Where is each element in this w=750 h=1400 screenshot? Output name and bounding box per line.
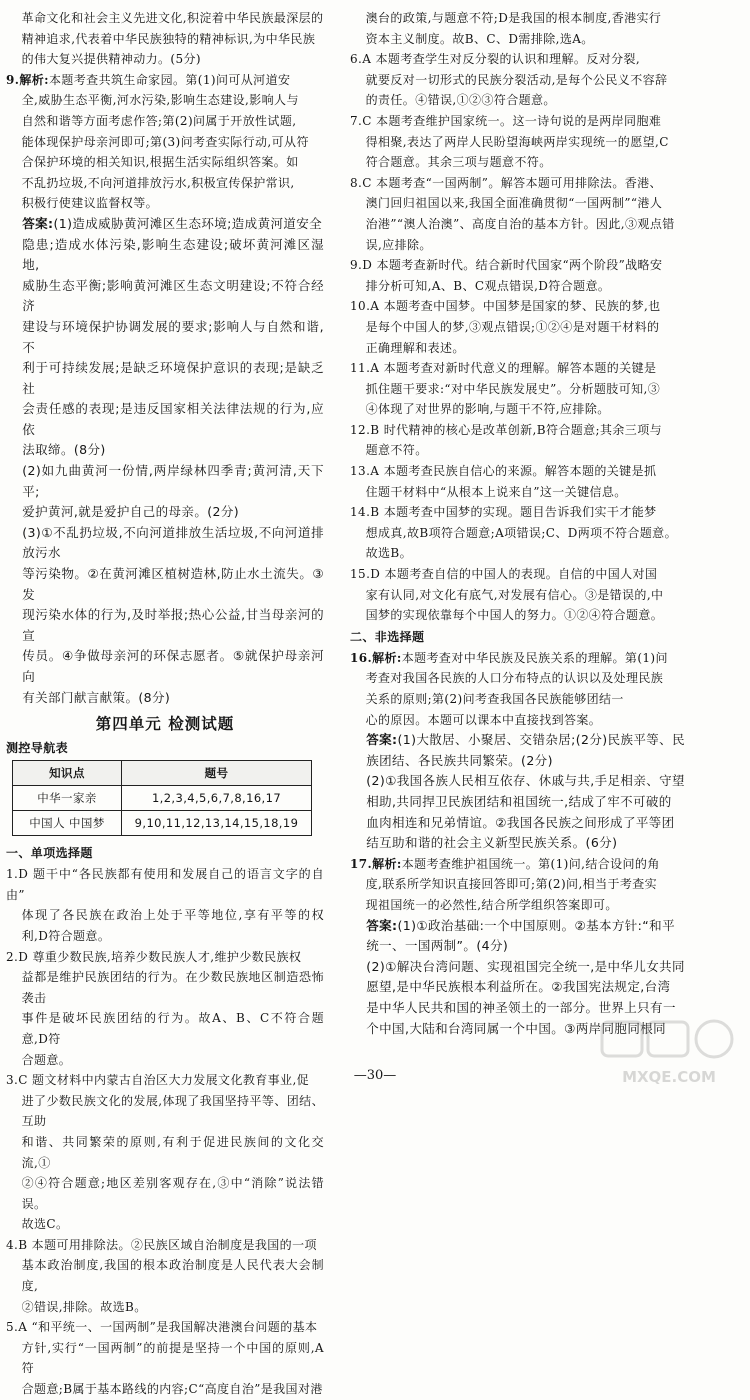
text-line: 个中国,大陆和台湾同属一个中国。③两岸同胞同根同 xyxy=(366,1020,667,1036)
text-line: 合题意。 xyxy=(21,1052,72,1067)
text-line: 的责任。④错误,①②③符合题意。 xyxy=(365,93,556,108)
table-cell: 中国人 中国梦 xyxy=(13,811,122,836)
text-line: 传员。④争做母亲河的环保志愿者。⑤就保护母亲河向 xyxy=(22,648,324,684)
text-line: 本题考查共筑生命家园。第(1)问可从河道安 xyxy=(48,72,291,87)
text-line: 符合题意。其余三项与题意不符。 xyxy=(365,155,552,170)
text-line: 统一、一国两制”。(4分) xyxy=(366,938,509,954)
question-9-answer xyxy=(6,214,324,708)
text-line: 12.B 时代精神的核心是改革创新,B符合题意;其余三项与 xyxy=(350,422,662,437)
question-16-answer xyxy=(350,730,744,854)
answer-label: 答案: xyxy=(366,917,398,933)
text-line: 事件是破坏民族团结的行为。故A、B、C不符合题意,D符 xyxy=(21,1011,324,1046)
text-line: (3)①不乱扔垃圾,不向河道排放生活垃圾,不向河道排放污水 xyxy=(22,524,324,561)
text-line: 本题考查对中华民族及民族关系的理解。第(1)问 xyxy=(401,650,668,665)
text-line: 误,应排除。 xyxy=(365,237,432,252)
text-line: 故选C。 xyxy=(21,1217,69,1232)
text-line: 革命文化和社会主义先进文化,积淀着中华民族最深层的 xyxy=(21,11,324,25)
text-line: (2)①我国各族人民相互依存、休戚与共,手足相亲、守望 xyxy=(366,773,685,789)
multiple-choice-answers-continued xyxy=(350,49,744,626)
table-caption: 测控导航表 xyxy=(6,741,69,756)
text-line: ④体现了对世界的影响,与题干不符,应排除。 xyxy=(365,402,610,417)
column-header: 题号 xyxy=(122,761,312,786)
text-line: 1.D 题干中“各民族都有使用和发展自己的语言文字的自由” xyxy=(6,867,324,902)
question-9-analysis xyxy=(6,70,324,214)
text-line: 9.D 本题考查新时代。结合新时代国家“两个阶段”战略安 xyxy=(350,258,663,273)
text-line: 2.D 尊重少数民族,培养少数民族人才,维护少数民族权 xyxy=(6,949,302,964)
watermark-logo-icon xyxy=(596,1016,742,1090)
text-line: (1)①政治基础:一个中国原则。②基本方针:“和平 xyxy=(397,917,675,933)
text-line: 自然和谐等方面考虑作答;第(2)问属于开放性试题, xyxy=(21,113,297,128)
text-line: 关系的原则;第(2)问考查我国各民族能够团结一 xyxy=(365,692,624,706)
right-column xyxy=(350,8,744,1039)
text-line: (2)如九曲黄河一份情,两岸绿林四季青;黄河清,天下平; xyxy=(22,463,324,499)
text-line: 方针,实行“一国两制”的前提是坚持一个中国的原则,A符 xyxy=(21,1340,324,1376)
analysis-label: 9.解析: xyxy=(6,72,49,87)
text-line: 建设与环境保护协调发展的要求;影响人与自然和谐,不 xyxy=(22,318,324,355)
table-row xyxy=(13,786,312,811)
text-line: 治港”“澳人治澳”、高度自治的基本方针。因此,③观点错 xyxy=(365,216,675,231)
text-line: 6.A 本题考查学生对反分裂的认识和理解。反对分裂, xyxy=(350,52,641,67)
text-line: 爱护黄河,就是爱护自己的母亲。(2分) xyxy=(22,504,240,520)
text-line: (1)造成威胁黄河滩区生态环境;造成黄河道安全 xyxy=(53,215,323,231)
text-line: 血肉相连和兄弟情谊。②我国各民族之间形成了平等团 xyxy=(366,814,675,830)
analysis-label: 17.解析: xyxy=(350,856,402,871)
text-line: 相助,共同捍卫民族团结和祖国统一,结成了牢不可破的 xyxy=(366,793,672,809)
text-line: ②④符合题意;地区差别客观存在,③中“消除”说法错误。 xyxy=(21,1176,324,1211)
text-line: 能体现保护母亲河即可;第(3)问考查实际行动,可从符 xyxy=(21,134,309,149)
text-line: 故选B。 xyxy=(365,546,413,561)
text-line: 得相聚,表达了两岸人民盼望海峡两岸实现统一的愿望,C xyxy=(365,134,669,149)
text-line: 现污染水体的行为,及时举报;热心公益,甘当母亲河的宣 xyxy=(22,607,324,643)
column-header: 知识点 xyxy=(13,761,122,786)
text-line: 基本政治制度,我国的根本政治制度是人民代表大会制度, xyxy=(21,1258,324,1294)
analysis-label: 16.解析: xyxy=(350,650,402,665)
text-line: 澳台的政策,与题意不符;D是我国的根本制度,香港实行 xyxy=(365,11,662,25)
text-line: 资本主义制度。故B、C、D需排除,选A。 xyxy=(365,31,594,46)
text-line: 心的原因。本题可以课本中直接找到答案。 xyxy=(365,712,602,727)
text-line: 精神追求,代表着中华民族独特的精神标识,为中华民族 xyxy=(21,31,316,46)
text-line: 是每个中国人的梦,③观点错误;①②④是对题干材料的 xyxy=(365,319,660,334)
answer-label: 答案: xyxy=(366,732,398,748)
text-line: 愿望,是中华民族根本利益所在。②我国宪法规定,台湾 xyxy=(366,979,671,995)
intro-text xyxy=(6,8,324,70)
question-16-analysis xyxy=(350,648,744,730)
text-line: 11.A 本题考查对新时代意义的理解。解答本题的关键是 xyxy=(350,361,657,376)
text-line: 13.A 本题考查民族自信心的来源。解答本题的关键是抓 xyxy=(350,464,657,479)
text-line: 7.C 本题考查维护国家统一。这一诗句说的是两岸同胞难 xyxy=(350,113,662,128)
watermark-text: MXQE.COM xyxy=(622,1068,716,1086)
table-header-row xyxy=(13,761,312,786)
text-line: 进了少数民族文化的发展,体现了我国坚持平等、团结、互助 xyxy=(21,1093,324,1129)
text-line: 14.B 本题考查中国梦的实现。题目告诉我们实干才能梦 xyxy=(350,505,657,520)
text-line: (1)大散居、小聚居、交错杂居;(2分)民族平等、民 xyxy=(397,732,685,748)
text-line: 结互助和谐的社会主义新型民族关系。(6分) xyxy=(366,835,618,851)
section-heading: 二、非选择题 xyxy=(350,629,425,644)
text-line: 不乱扔垃圾,不向河道排放污水,积极宣传保护常识, xyxy=(21,175,295,190)
page-number: —30— xyxy=(353,1068,397,1083)
text-line: 澳门回归祖国以来,我国全面准确贯彻“一国两制”“港人 xyxy=(365,196,663,211)
text-line: 法取缔。(8分) xyxy=(22,442,106,458)
text-line: 本题考查维护祖国统一。第(1)问,结合设问的角 xyxy=(401,856,660,871)
text-line: 会责任感的表现;是违反国家相关法律法规的行为,应依 xyxy=(22,401,324,437)
unit-title: 第四单元 检测试题 xyxy=(95,715,235,734)
text-line: 15.D 本题考查自信的中国人的表现。自信的中国人对国 xyxy=(350,567,658,582)
text-line: 住题干材料中“从根本上说来自”这一关键信息。 xyxy=(365,484,627,499)
text-line: 5.A “和平统一、一国两制”是我国解决港澳台问题的基本 xyxy=(6,1320,318,1335)
table-cell: 中华一家亲 xyxy=(13,786,122,811)
text-line: 3.C 题文材料中内蒙古自治区大力发展文化教育事业,促 xyxy=(6,1073,310,1088)
table-cell: 1,2,3,4,5,6,7,8,16,17 xyxy=(122,786,312,811)
navigation-table xyxy=(12,760,312,836)
text-line: 族团结、各民族共同繁荣。(2分) xyxy=(366,752,553,768)
text-line: 4.B 本题可用排除法。②民族区域自治制度是我国的一项 xyxy=(6,1237,317,1252)
text-line: 体现了各民族在政治上处于平等地位,享有平等的权利,D符合题意。 xyxy=(21,908,324,943)
text-line: 家有认同,对文化有底气,对发展有信心。③是错误的,中 xyxy=(365,587,664,602)
text-line: 排分析可知,A、B、C观点错误,D符合题意。 xyxy=(365,278,611,293)
table-cell: 9,10,11,12,13,14,15,18,19 xyxy=(122,811,312,836)
text-line: 合题意;B属于基本路线的内容;C“高度自治”是我国对港 xyxy=(21,1382,323,1397)
text-line: 和谐、共同繁荣的原则,有利于促进民族间的文化交流,① xyxy=(21,1134,324,1170)
text-line: 威胁生态平衡;影响黄河滩区生态文明建设;不符合经济 xyxy=(22,277,324,314)
text-line: 正确理解和表述。 xyxy=(365,340,465,355)
text-line: 国梦的实现依靠每个中国人的努力。①②④符合题意。 xyxy=(365,608,664,623)
text-line: 积极行使建议监督权等。 xyxy=(21,196,158,211)
text-line: 抓住题干要求:“对中华民族发展史”。分析题肢可知,③ xyxy=(365,381,661,396)
multiple-choice-answers xyxy=(6,864,324,1399)
text-line: 益都是维护民族团结的行为。在少数民族地区制造恐怖袭击 xyxy=(21,970,324,1005)
text-line: (2)①解决台湾问题、实现祖国完全统一,是中华儿女共同 xyxy=(366,958,685,974)
text-line: 8.C 本题考查“一国两制”。解答本题可用排除法。香港、 xyxy=(350,175,662,190)
text-line: 就要反对一切形式的民族分裂活动,是每个公民义不容辞 xyxy=(365,72,668,87)
left-column xyxy=(6,8,324,1400)
table-row xyxy=(13,811,312,836)
text-line: 等污染物。②在黄河滩区植树造林,防止水土流失。③发 xyxy=(22,566,324,602)
text-line: 全,威胁生态平衡,河水污染,影响生态建设,影响人与 xyxy=(21,93,299,108)
text-line: 想成真,故B项符合题意;A项错误;C、D两项不符合题意。 xyxy=(365,525,677,540)
text-line: 度,联系所学知识直接回答即可;第(2)问,相当于考查实 xyxy=(365,877,658,892)
text-line: 合保护环境的相关知识,根据生活实际组织答案。如 xyxy=(21,155,299,170)
text-line: 隐患;造成水体污染,影响生态建设;破坏黄河滩区湿地, xyxy=(22,236,324,273)
text-line: 10.A 本题考查中国梦。中国梦是国家的梦、民族的梦,也 xyxy=(350,299,661,314)
text-line: ②错误,排除。故选B。 xyxy=(21,1299,147,1314)
text-line: 题意不符。 xyxy=(365,443,428,458)
section-heading: 一、单项选择题 xyxy=(6,846,93,861)
text-line: 有关部门献言献策。(8分) xyxy=(22,689,171,705)
text-line: 利于可持续发展;是缺乏环境保护意识的表现;是缺乏社 xyxy=(22,360,324,396)
question-17-analysis xyxy=(350,854,744,916)
text-line: 考查对我国各民族的人口分布特点的认识以及处理民族 xyxy=(365,671,664,686)
text-line: 是中华人民共和国的神圣领土的一部分。世界上只有一 xyxy=(366,999,676,1015)
text-line: 现祖国统一的必然性,结合所学组织答案即可。 xyxy=(365,897,618,912)
text-line: 的伟大复兴提供精神动力。(5分) xyxy=(21,52,201,67)
answer-label: 答案: xyxy=(22,215,54,231)
